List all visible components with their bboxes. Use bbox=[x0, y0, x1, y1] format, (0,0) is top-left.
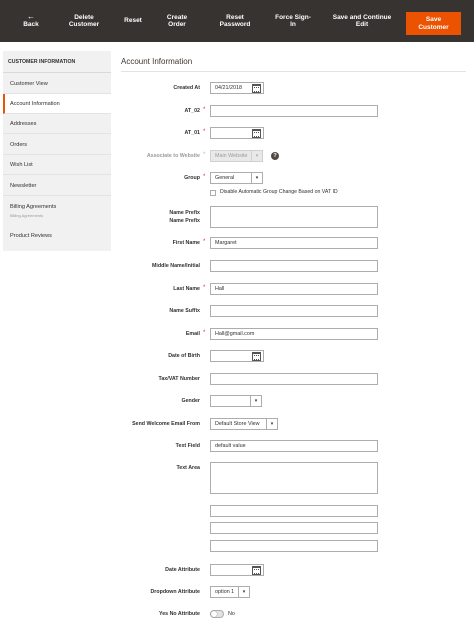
delete-customer-button[interactable] bbox=[60, 0, 108, 42]
calendar-icon[interactable] bbox=[252, 129, 261, 138]
tax-vat-input[interactable] bbox=[210, 373, 378, 385]
middle-name-label: Middle Name/Initial bbox=[152, 263, 200, 269]
tab-newsletter[interactable] bbox=[3, 176, 111, 196]
welcome-email-select[interactable] bbox=[210, 418, 278, 430]
section-divider bbox=[121, 71, 466, 72]
tab-label: Customer View bbox=[10, 80, 48, 87]
required-marker: * bbox=[203, 330, 206, 336]
disable-auto-group-checkbox[interactable] bbox=[210, 190, 216, 196]
calendar-icon[interactable] bbox=[252, 84, 261, 93]
reset-password-label-1: Reset bbox=[226, 13, 244, 21]
last-name-value: Hall bbox=[215, 286, 225, 292]
text-area-input[interactable] bbox=[210, 462, 378, 494]
reset-button-label: Reset bbox=[124, 17, 142, 25]
name-prefix-input[interactable] bbox=[210, 206, 378, 228]
save-customer-label-1: Save bbox=[425, 16, 442, 23]
tab-customer-view[interactable] bbox=[3, 74, 111, 94]
date-attribute-label: Date Attribute bbox=[165, 567, 200, 573]
chevron-down-icon: ▾ bbox=[238, 587, 249, 597]
required-marker: * bbox=[203, 152, 206, 158]
reset-password-label-2: Password bbox=[219, 21, 251, 28]
date-of-birth-input[interactable] bbox=[210, 350, 264, 362]
first-name-input[interactable] bbox=[210, 237, 378, 249]
create-order-label-1: Create bbox=[166, 13, 188, 21]
text-area-label: Text Area bbox=[176, 465, 200, 471]
dropdown-attribute-label: Dropdown Attribute bbox=[150, 589, 200, 595]
delete-customer-label-2: Customer bbox=[68, 21, 100, 28]
required-marker: * bbox=[203, 285, 206, 291]
date-attribute-input[interactable] bbox=[210, 564, 264, 576]
tab-wish-list[interactable] bbox=[3, 155, 111, 175]
force-sign-in-button[interactable] bbox=[270, 0, 316, 42]
at-02-input[interactable] bbox=[210, 105, 378, 117]
tab-label: Product Reviews bbox=[10, 233, 52, 239]
tab-account-information[interactable] bbox=[3, 94, 111, 114]
tab-label: Billing Agreements bbox=[10, 204, 57, 210]
customer-information-tabs bbox=[3, 51, 111, 251]
save-customer-button[interactable] bbox=[406, 12, 461, 35]
required-marker: * bbox=[203, 239, 206, 245]
email-label: Email bbox=[185, 331, 200, 337]
chevron-down-icon: ▾ bbox=[251, 151, 262, 161]
back-button-label: Back bbox=[23, 21, 39, 29]
tab-addresses[interactable] bbox=[3, 114, 111, 134]
tab-label: Wish List bbox=[10, 161, 33, 168]
required-marker: * bbox=[203, 129, 206, 135]
save-and-continue-label-1: Save and Continue bbox=[332, 13, 392, 21]
force-sign-in-label-1: Force Sign- bbox=[275, 13, 311, 21]
calendar-icon[interactable] bbox=[252, 352, 261, 361]
sidebar-ghost-text: Billing Agreements bbox=[10, 213, 44, 218]
text-field-value: default value bbox=[215, 443, 246, 449]
save-and-continue-label-2: Edit bbox=[355, 21, 369, 28]
name-prefix-label: Name Prefix bbox=[169, 210, 200, 216]
created-at-input[interactable] bbox=[210, 82, 264, 94]
created-at-value: 04/21/2018 bbox=[215, 85, 242, 91]
required-marker: * bbox=[203, 174, 206, 180]
section-title: Account Information bbox=[121, 57, 193, 66]
tab-label: Orders bbox=[10, 141, 28, 148]
chevron-down-icon: ▾ bbox=[266, 419, 277, 429]
reset-button[interactable] bbox=[117, 0, 149, 42]
associate-website-label: Associate to Website bbox=[146, 153, 200, 159]
group-label: Group bbox=[184, 175, 200, 181]
name-suffix-label: Name Suffix bbox=[169, 308, 200, 314]
chevron-down-icon: ▾ bbox=[251, 173, 262, 183]
back-button[interactable] bbox=[14, 0, 48, 42]
tab-label: Addresses bbox=[10, 120, 37, 127]
create-order-label-2: Order bbox=[168, 21, 186, 28]
tab-product-reviews[interactable] bbox=[3, 226, 111, 246]
at-02-label: AT_02 bbox=[184, 108, 200, 114]
multiline-input-3[interactable] bbox=[210, 540, 378, 552]
chevron-down-icon: ▾ bbox=[250, 396, 261, 406]
group-select[interactable] bbox=[210, 172, 263, 184]
dropdown-attribute-select[interactable] bbox=[210, 586, 250, 598]
yes-no-attribute-label: Yes No Attribute bbox=[158, 611, 200, 617]
first-name-label: First Name bbox=[172, 240, 200, 246]
at-01-input[interactable] bbox=[210, 127, 264, 139]
dropdown-attribute-value: option 1 bbox=[215, 589, 235, 595]
reset-password-button[interactable] bbox=[212, 0, 258, 42]
first-name-value: Margaret bbox=[215, 240, 237, 246]
email-value: Hall@gmail.com bbox=[215, 331, 255, 337]
name-suffix-input[interactable] bbox=[210, 305, 378, 317]
associate-website-select bbox=[210, 150, 263, 162]
disable-auto-group-label: Disable Automatic Group Change Based on VAT ID bbox=[220, 189, 338, 195]
welcome-email-value: Default Store View bbox=[215, 421, 260, 427]
back-arrow-icon: ← bbox=[27, 12, 35, 22]
text-field-label: Text Field bbox=[175, 443, 200, 449]
create-order-button[interactable] bbox=[160, 0, 194, 42]
yes-no-toggle[interactable] bbox=[210, 610, 224, 618]
help-icon[interactable]: ? bbox=[271, 152, 279, 160]
save-customer-label-2: Customer bbox=[418, 23, 449, 31]
tax-vat-label: Tax/VAT Number bbox=[158, 376, 200, 382]
calendar-icon[interactable] bbox=[252, 566, 261, 575]
date-of-birth-label: Date of Birth bbox=[168, 353, 200, 359]
tab-label: Newsletter bbox=[10, 182, 37, 189]
page-actions-toolbar bbox=[0, 0, 474, 42]
multiline-input-2[interactable] bbox=[210, 522, 378, 534]
tab-label: Account Information bbox=[10, 100, 60, 107]
tab-orders[interactable] bbox=[3, 135, 111, 155]
delete-customer-label-1: Delete bbox=[74, 13, 94, 21]
text-field-input[interactable] bbox=[210, 440, 378, 452]
save-and-continue-button[interactable] bbox=[327, 0, 397, 42]
email-input[interactable] bbox=[210, 328, 378, 340]
created-at-label: Created At bbox=[173, 85, 200, 91]
last-name-input[interactable] bbox=[210, 283, 378, 295]
associate-website-value: Main Website bbox=[215, 153, 248, 159]
yes-no-value: No bbox=[228, 611, 235, 617]
required-marker: * bbox=[203, 107, 206, 113]
multiline-input-1[interactable] bbox=[210, 505, 378, 517]
force-sign-in-label-2: In bbox=[290, 21, 296, 28]
group-value: General bbox=[215, 175, 235, 181]
gender-select[interactable] bbox=[210, 395, 262, 407]
sidebar-header: CUSTOMER INFORMATION bbox=[3, 51, 111, 73]
welcome-email-label: Send Welcome Email From bbox=[132, 421, 200, 427]
middle-name-input[interactable] bbox=[210, 260, 378, 272]
at-01-label: AT_01 bbox=[184, 130, 200, 136]
gender-label: Gender bbox=[181, 398, 200, 404]
name-prefix-sublabel: Name Prefix bbox=[169, 218, 200, 224]
last-name-label: Last Name bbox=[173, 286, 200, 292]
